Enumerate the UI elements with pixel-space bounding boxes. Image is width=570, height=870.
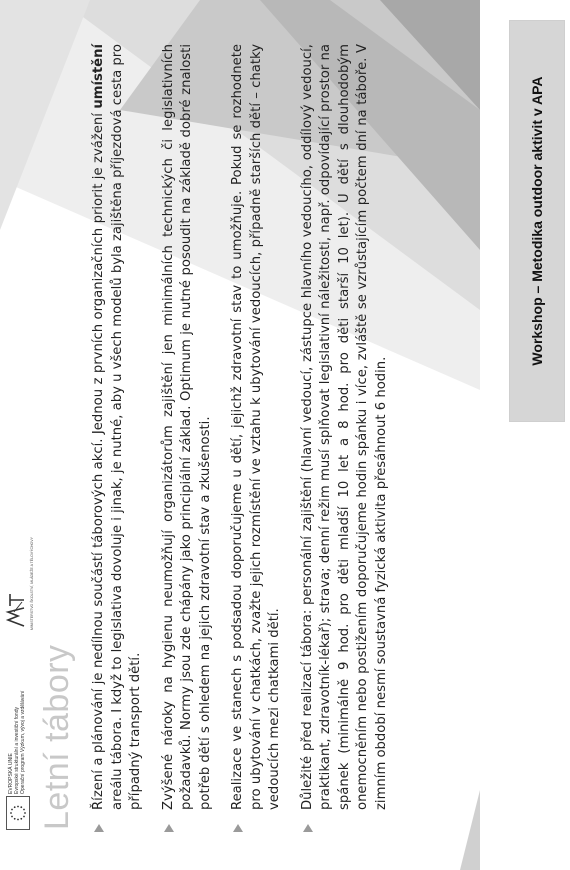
ministry-logo-icon [4,590,28,630]
workshop-label-box [509,20,565,422]
bullet-text: Řízení a plánování je nedílnou součástí táborových akcí. Jednou z prvních organizačních priorit je zvážení [91,108,106,810]
bullet-item [299,44,392,834]
workshop-label: Workshop – Metodika outdoor aktivit v APA [529,76,545,366]
eu-text-line: EVROPSKÁ UNIE [8,753,14,794]
ministry-logo [4,537,38,630]
bullet-item [90,44,146,834]
eu-flag-icon [6,796,30,830]
bullet-bold-text: umístění [91,44,106,109]
bullet-text: Důležité před realizací tábora: personální zajištění (hlavní vedoucí, zástupce hlavního vedoucího, oddílový vedoucí, praktikant, zdravotník-lékař); strava; denní režim musí splňovat legislativní náležitosti, např. odpovídající prostor na spánek (minimálně 9 hod. pro děti mladší 10 let a 8 hod. pro děti starší 10 let). U dětí s dlouhodobým onemocněním nebo postižením doporučujeme hodin spánku i více, zvláště se vzrůstajícím počtem dní na táboře. V zimním období nesmí soustavná fyzická aktivita přesáhnout 6 hodin. [299,44,389,810]
bullet-text: Realizace ve stanech s podsadou doporučujeme u dětí, jejichž zdravotní stav to umožňuje. Pokud se rozhodnete pro ubytování v chatkách, zvažte jejich rozmístění ve vztahu k ubytování vedoucích, případně starších dětí – chatky vedoucích mezi chatkami dětí. [230,44,282,810]
bullet-list [90,44,405,834]
eu-text-line: Evropské strukturální a investiční fondy [14,707,20,794]
bullet-arrow-icon [233,824,243,832]
eu-text [8,691,26,794]
bullet-item [229,44,285,834]
bullet-text: Zvýšené nároky na hygienu neumožňují organizátorům zajištění jen minimálních technických či legislativních požadavků. Normy jsou zde chápány jako principiální základ. Optimum je nutné posoudit na základě dobré znalosti potřeb dětí s ohledem na jejich zdravotní stav a zkušenosti. [160,44,213,810]
ministry-text: MINISTERSTVO ŠKOLSTVÍ, MLÁDEŽE A TĚLOVÝCHOVY [30,537,34,630]
header-logos [4,410,40,830]
bullet-arrow-icon [303,824,313,832]
bullet-arrow-icon [164,824,174,832]
bullet-arrow-icon [94,824,104,832]
slide-title: Letní tábory [38,644,76,830]
bullet-item [160,44,216,834]
bullet-text: areálu tábora. I když to legislativa dovoluje i jinak, je nutné, aby u všech modelů byla zajištěna příjezdová cesta pro případný transport dětí. [109,44,143,810]
eu-text-line: Operační program Výzkum, vývoj a vzdělávání [20,690,26,794]
